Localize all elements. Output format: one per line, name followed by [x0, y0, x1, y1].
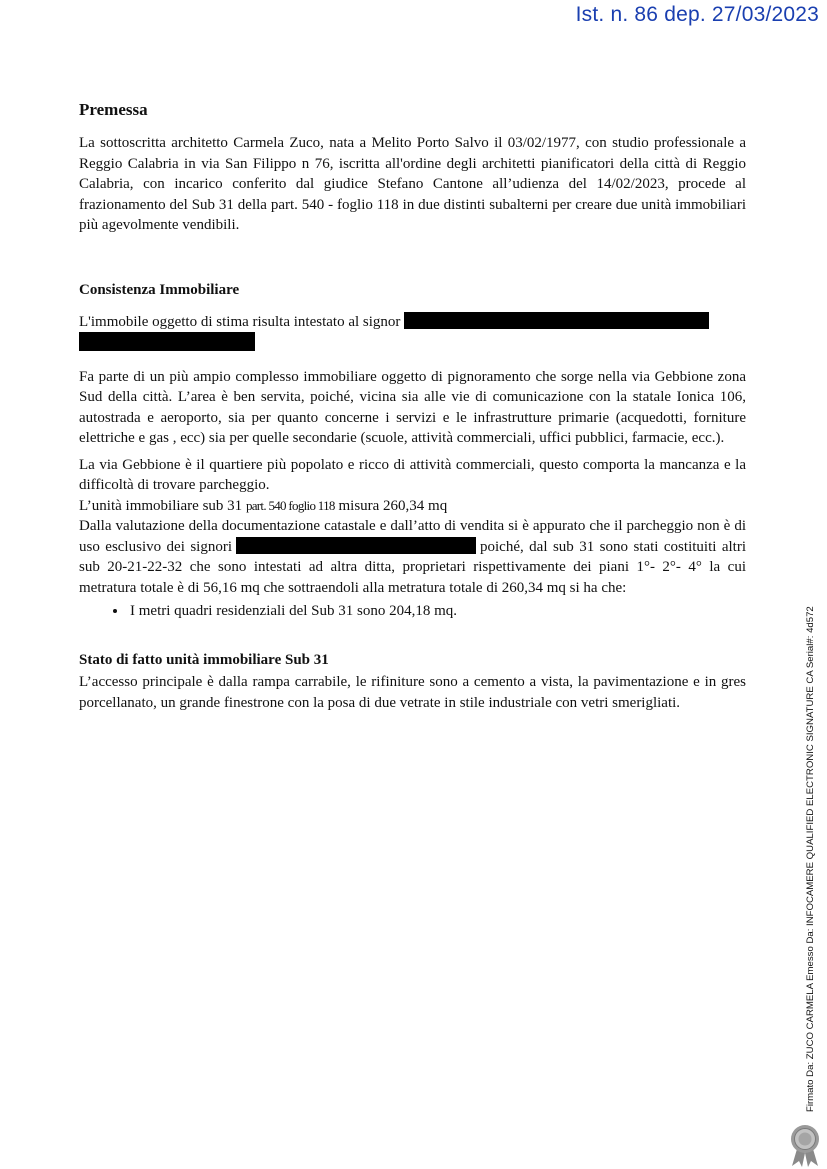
consistenza-section: [79, 280, 746, 623]
redaction-bar: [236, 537, 476, 554]
premessa-paragraph: La sottoscritta architetto Carmela Zuco, nata a Melito Porto Salvo il 03/02/1977, con studio professionale a Reggio Calabria in via San Filippo n 76, iscritta all'ordine degli architetti pianificatori della città di Reggio Calabria, con incarico conferito dal giudice Stefano Cantone all’udienza del 14/02/2023, procede al frazionamento del Sub 31 della part. 540 - foglio 118 in due distinti subalterni per creare due unità immobiliari più agevolmente vendibili.: [79, 135, 746, 233]
unit-size-line: [79, 496, 746, 517]
document-page: [79, 100, 746, 713]
bullet-list: [79, 600, 746, 622]
rosette-seal-icon: [787, 1123, 823, 1167]
valuation-text-a: Dalla valutazione della documentazione catastale e dall’atto di vendita si è appurato che il parcheggio non è di uso esclusivo dei signori: [79, 518, 746, 555]
stato-section: [79, 650, 746, 713]
stato-heading: Stato di fatto unità immobiliare Sub 31: [79, 652, 329, 668]
unit-size-text: L’unità immobiliare sub 31: [79, 497, 246, 514]
location-paragraph: Fa parte di un più ampio complesso immobiliare oggetto di pignoramento che sorge nella via Gebbione zona Sud della città. L’area è ben servita, poiché, vicina sia alle vie di comunicazione con la statale Ionica 106, autostrada e aeroporto, sia per quanto concerne i servizi e le infrastrutture primarie (acquedotti, forniture elettriche e gas , ecc) sia per quelle secondarie (scuole, attività commerciali, uffici pubblici, farmacie, ecc.).: [79, 368, 746, 446]
valuation-paragraph: [79, 516, 746, 598]
list-item: • I metri quadri residenziali del Sub 31 sono 204,18 mq.: [128, 600, 746, 622]
parking-paragraph: La via Gebbione è il quartiere più popolato e ricco di attività commerciali, questo comporta la mancanza e la difficoltà di trovare parcheggio.: [79, 456, 746, 493]
stato-paragraph: L’accesso principale è dalla rampa carrabile, le rifiniture sono a cemento a vista, la pavimentazione e in gres porcellanato, un grande finestrone con la posa di due vetrate in stile industriale con vetri smerigliati.: [79, 674, 746, 711]
unit-parcel-ref: part. 540 foglio 118: [245, 497, 335, 513]
deposit-stamp: Ist. n. 86 dep. 27/03/2023: [575, 3, 819, 26]
valuation-text-b: poiché, dal sub 31 sono stati costituiti altri sub 20-21-22-32 che sono intestati ad altra ditta, proprietari rispettivamente dei piani 1°- 2°- 4° la cui metratura totale è di 56,16 mq che sottraendoli alla metratura totale di 260,34 mq si ha che:: [79, 538, 747, 596]
premessa-heading: Premessa: [79, 100, 148, 119]
consistenza-heading: Consistenza Immobiliare: [79, 281, 240, 298]
digital-signature-note: Firmato Da: ZUCO CARMELA Emesso Da: INFOCAMERE QUALIFIED ELECTRONIC SIGNATURE CA Serial#: 4d572: [805, 606, 816, 1112]
unit-size-measure: misura 260,34 mq: [334, 497, 448, 514]
owner-line-text: L'immobile oggetto di stima risulta intestato al signor: [79, 313, 401, 330]
owner-line: [79, 312, 746, 332]
redaction-bar: [404, 312, 709, 329]
redaction-bar: [79, 332, 255, 351]
